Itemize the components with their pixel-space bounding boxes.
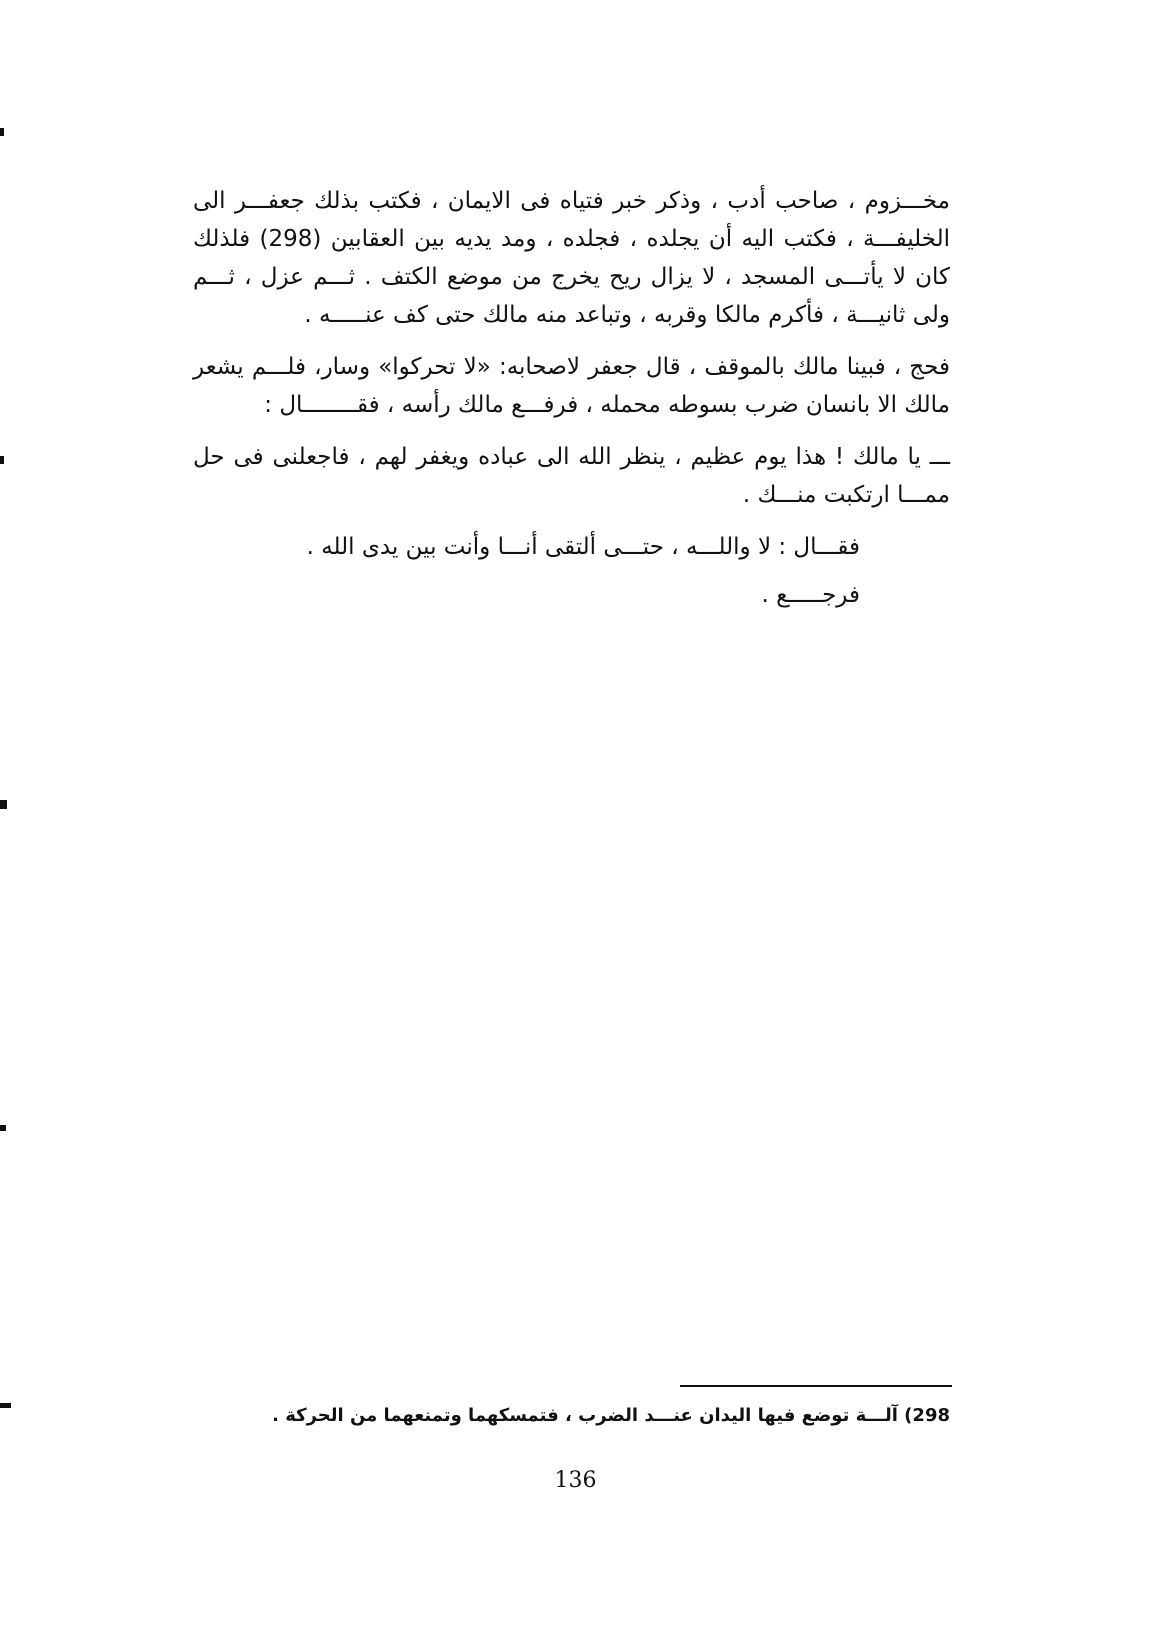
footnote: 298) آلـــة توضع فيها اليدان عنـــد الضرب ، فتمسكهما وتمنعهما من الحركة . — [272, 1405, 950, 1426]
paragraph-return: فرجـــــع . — [761, 582, 860, 608]
paragraph-reply: فقـــال : لا واللـــه ، حتـــى ألتقى أنـــا وأنت بين يدى الله . — [306, 534, 860, 560]
footnote-separator — [680, 1385, 952, 1387]
paragraph-speech: ـــ يا مالك ! هذا يوم عظيم ، ينظر الله الى عباده ويغفر لهم ، فاجعلنى فى حل ممـــا ارتكبت منـــك . — [193, 444, 950, 508]
scan-edge-mark — [0, 128, 4, 136]
paragraph-narrative: مخـــزوم ، صاحب أدب ، وذكر خبر فتياه فى الايمان ، فكتب بذلك جعفـــر الى الخليفـــة ، فكتب اليه أن يجلده ، فجلده ، ومد يديه بين العقابين (298) فلذلك كان لا يأتـــى المسجد ، لا يزال ريح يخرج من موضع الكتف . ثـــم عزل ، ثـــم ولى ثانيـــة ، فأكرم مالكا وقربه ، وتباعد منه مالك حتى كف عنـــــه . — [193, 188, 951, 328]
page-number: 136 — [554, 1468, 597, 1493]
scan-edge-mark — [0, 456, 4, 464]
scan-edge-mark — [0, 1403, 11, 1408]
paragraph-hajj: فحج ، فبينا مالك بالموقف ، قال جعفر لاصحابه: «لا تحركوا» وسار، فلـــم يشعر مالك الا بانسان ضرب بسوطه محمله ، فرفـــع مالك رأسه ، فقــــــــال : — [193, 354, 950, 418]
scan-edge-mark — [0, 1125, 6, 1131]
body-text — [193, 182, 950, 624]
scan-edge-mark — [0, 800, 7, 809]
